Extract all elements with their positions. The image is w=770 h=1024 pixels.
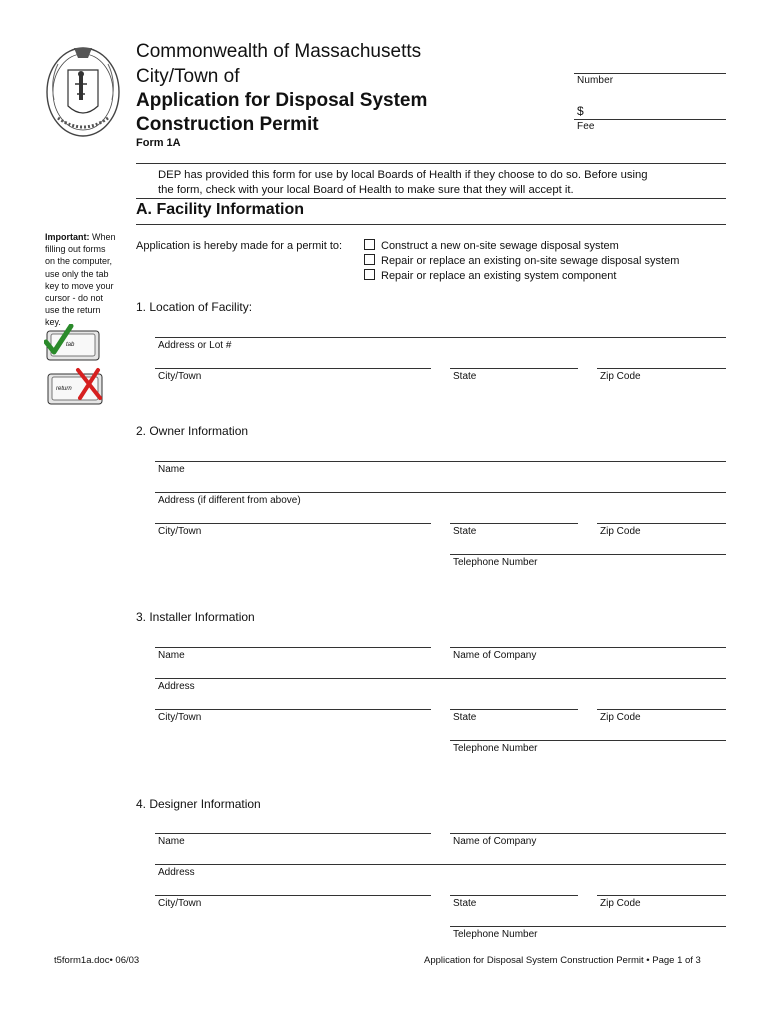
owner-heading: 2. Owner Information bbox=[136, 424, 249, 438]
installer-name-label: Name bbox=[158, 650, 185, 661]
application-prompt: Application is hereby made for a permit to: bbox=[136, 240, 343, 252]
important-line: key. bbox=[45, 317, 61, 328]
installer-city-label: City/Town bbox=[158, 712, 202, 723]
intro-line1: DEP has provided this form for use by local Boards of Health if they choose to do so. Before using bbox=[158, 169, 648, 181]
installer-heading: 3. Installer Information bbox=[136, 610, 255, 624]
important-line: use the return bbox=[45, 305, 101, 316]
fee-label: Fee bbox=[577, 121, 595, 132]
installer-company-label: Name of Company bbox=[453, 650, 537, 661]
state-seal-logo bbox=[44, 40, 122, 138]
location-state-field[interactable] bbox=[450, 368, 578, 369]
designer-phone-field[interactable] bbox=[450, 926, 726, 927]
number-label: Number bbox=[577, 75, 614, 86]
installer-zip-field[interactable] bbox=[597, 709, 726, 710]
owner-address-field[interactable] bbox=[155, 492, 726, 493]
option-repair-component-label: Repair or replace an existing system component bbox=[381, 270, 617, 282]
owner-zip-field[interactable] bbox=[597, 523, 726, 524]
location-heading: 1. Location of Facility: bbox=[136, 300, 253, 314]
designer-phone-label: Telephone Number bbox=[453, 929, 538, 940]
designer-city-field[interactable] bbox=[155, 895, 431, 896]
location-state-label: State bbox=[453, 371, 477, 382]
installer-address-label: Address bbox=[158, 681, 195, 692]
owner-city-field[interactable] bbox=[155, 523, 431, 524]
footer-page-info: Application for Disposal System Construction Permit • Page 1 of 3 bbox=[424, 955, 701, 966]
owner-state-label: State bbox=[453, 526, 477, 537]
location-city-label: City/Town bbox=[158, 371, 202, 382]
owner-name-field[interactable] bbox=[155, 461, 726, 462]
option-repair-system-label: Repair or replace an existing on-site sewage disposal system bbox=[381, 255, 680, 267]
important-note bbox=[45, 231, 133, 329]
footer-doc-id: t5form1a.doc• 06/03 bbox=[54, 955, 140, 966]
designer-company-field[interactable] bbox=[450, 833, 726, 834]
section-a-rule bbox=[136, 224, 726, 225]
installer-company-field[interactable] bbox=[450, 647, 726, 648]
designer-name-label: Name bbox=[158, 836, 185, 847]
installer-state-field[interactable] bbox=[450, 709, 578, 710]
return-key-text: return bbox=[56, 386, 72, 392]
designer-zip-label: Zip Code bbox=[600, 898, 641, 909]
location-zip-field[interactable] bbox=[597, 368, 726, 369]
designer-address-field[interactable] bbox=[155, 864, 726, 865]
installer-name-field[interactable] bbox=[155, 647, 431, 648]
designer-address-label: Address bbox=[158, 867, 195, 878]
owner-address-label: Address (if different from above) bbox=[158, 495, 301, 506]
option-repair-system-checkbox[interactable] bbox=[364, 254, 375, 265]
installer-city-field[interactable] bbox=[155, 709, 431, 710]
important-line: filling out forms bbox=[45, 244, 106, 255]
option-repair-component-checkbox[interactable] bbox=[364, 269, 375, 280]
location-zip-label: Zip Code bbox=[600, 371, 641, 382]
installer-phone-label: Telephone Number bbox=[453, 743, 538, 754]
option-new-system-label: Construct a new on-site sewage disposal system bbox=[381, 240, 619, 252]
intro-bottom-rule bbox=[136, 198, 726, 199]
installer-address-field[interactable] bbox=[155, 678, 726, 679]
designer-name-field[interactable] bbox=[155, 833, 431, 834]
designer-city-label: City/Town bbox=[158, 898, 202, 909]
header-title-line1: Commonwealth of Massachusetts bbox=[136, 41, 422, 62]
owner-phone-label: Telephone Number bbox=[453, 557, 538, 568]
section-a-title: A. Facility Information bbox=[136, 201, 305, 218]
installer-zip-label: Zip Code bbox=[600, 712, 641, 723]
option-new-system-checkbox[interactable] bbox=[364, 239, 375, 250]
check-icon bbox=[44, 324, 74, 358]
fee-field[interactable] bbox=[574, 119, 726, 120]
designer-heading: 4. Designer Information bbox=[136, 797, 261, 811]
important-line: use only the tab bbox=[45, 268, 109, 279]
designer-company-label: Name of Company bbox=[453, 836, 537, 847]
designer-zip-field[interactable] bbox=[597, 895, 726, 896]
important-line: cursor - do not bbox=[45, 293, 104, 304]
header-title-line3: Application for Disposal System bbox=[136, 90, 428, 111]
intro-top-rule bbox=[136, 163, 726, 164]
return-key-graphic bbox=[46, 370, 106, 406]
cross-icon bbox=[74, 366, 104, 402]
owner-city-label: City/Town bbox=[158, 526, 202, 537]
important-text: When bbox=[89, 232, 116, 242]
form-number: Form 1A bbox=[136, 137, 181, 149]
designer-state-field[interactable] bbox=[450, 895, 578, 896]
number-field[interactable] bbox=[574, 73, 726, 74]
installer-state-label: State bbox=[453, 712, 477, 723]
owner-zip-label: Zip Code bbox=[600, 526, 641, 537]
header-title-line2: City/Town of bbox=[136, 66, 240, 87]
designer-state-label: State bbox=[453, 898, 477, 909]
owner-phone-field[interactable] bbox=[450, 554, 726, 555]
owner-state-field[interactable] bbox=[450, 523, 578, 524]
installer-phone-field[interactable] bbox=[450, 740, 726, 741]
location-address-label: Address or Lot # bbox=[158, 340, 232, 351]
important-label: Important: bbox=[45, 232, 90, 242]
intro-line2: the form, check with your local Board of Health to make sure that they will accept it. bbox=[158, 184, 574, 196]
location-address-field[interactable] bbox=[155, 337, 726, 338]
tab-key-graphic bbox=[46, 330, 102, 362]
header-title-line4: Construction Permit bbox=[136, 114, 319, 135]
important-line: on the computer, bbox=[45, 256, 113, 267]
fee-symbol: $ bbox=[577, 104, 584, 118]
owner-name-label: Name bbox=[158, 464, 185, 475]
location-city-field[interactable] bbox=[155, 368, 431, 369]
tab-key-text: tab bbox=[66, 342, 75, 348]
important-line: key to move your bbox=[45, 280, 114, 291]
